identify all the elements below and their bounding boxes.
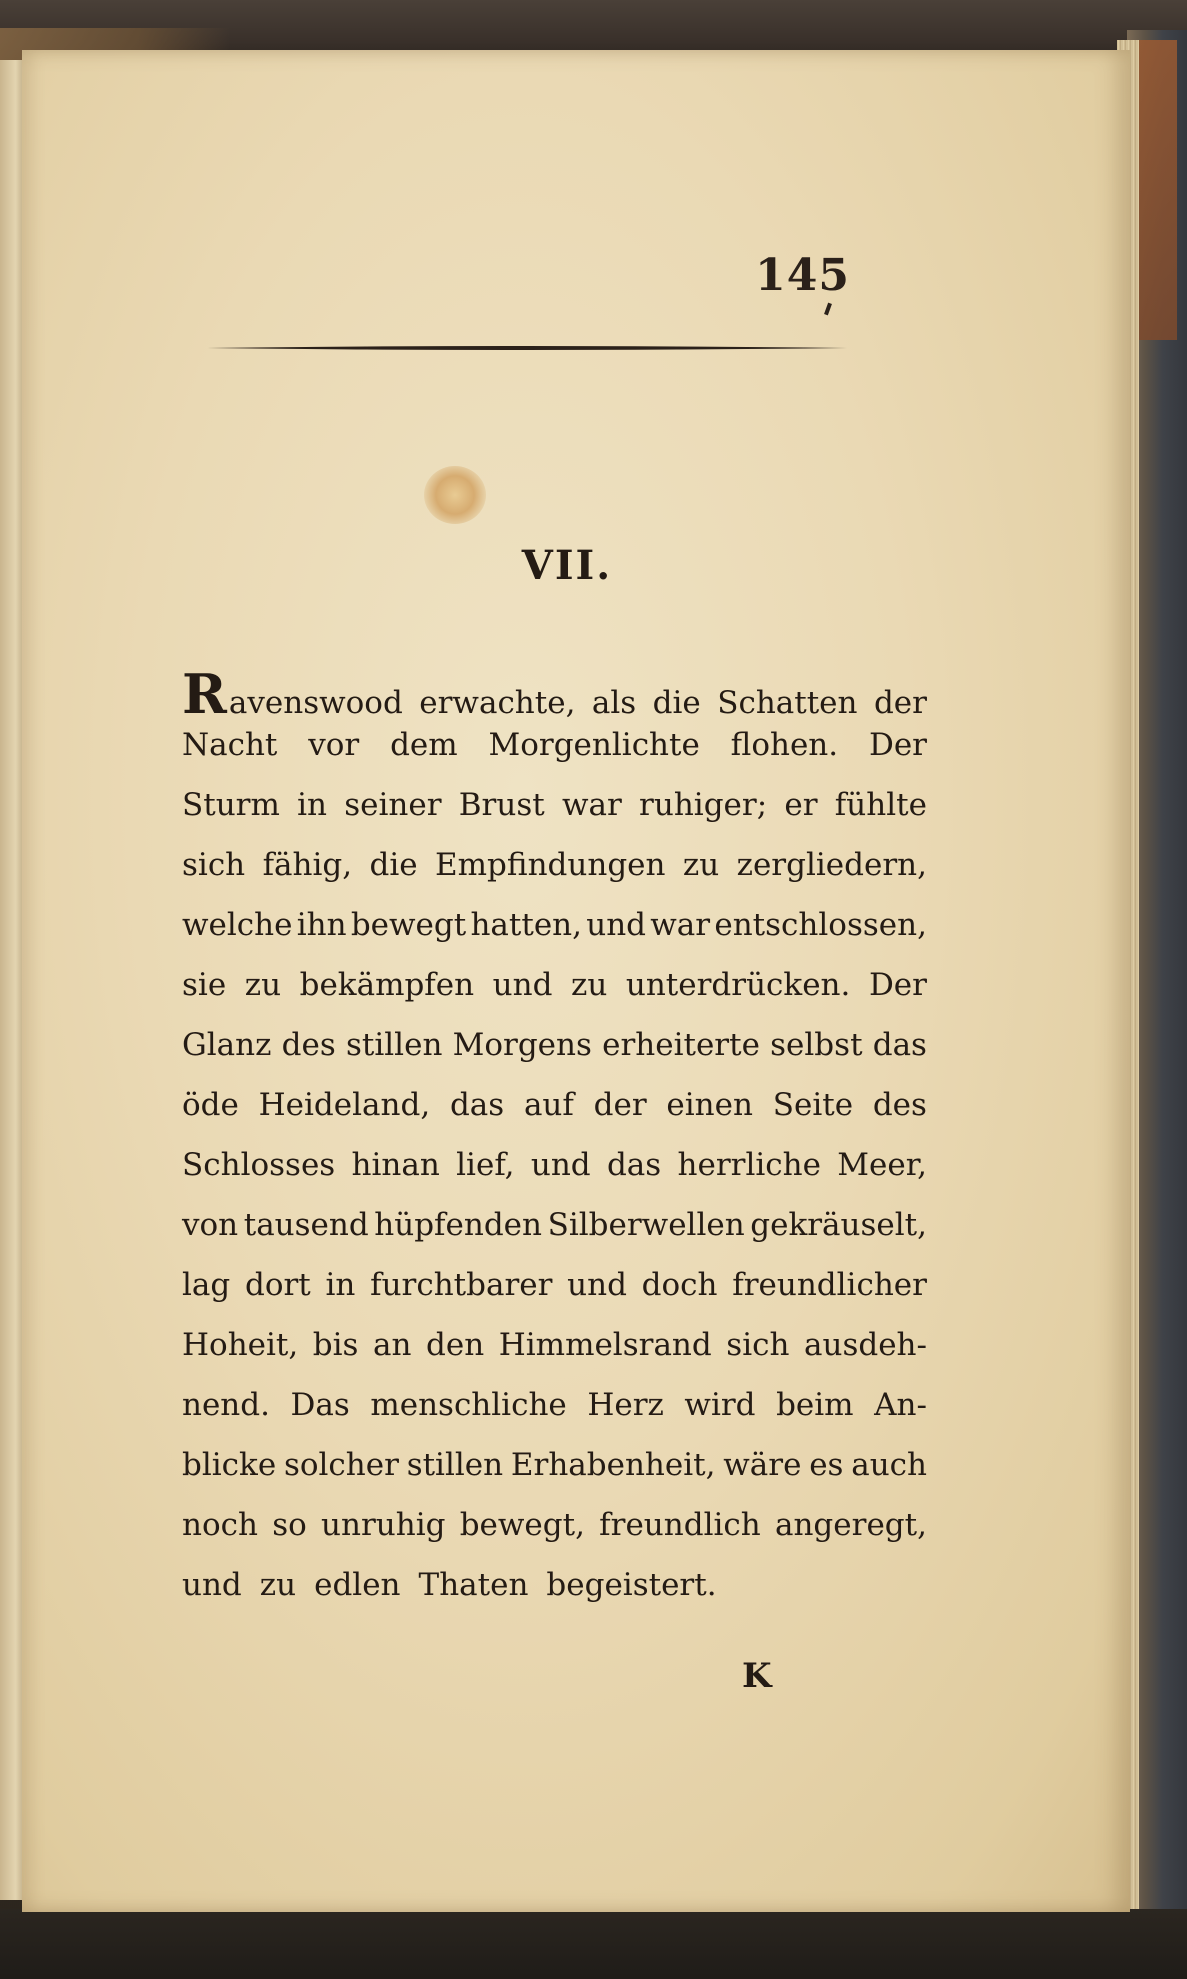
word: das bbox=[449, 1087, 505, 1123]
word: fühlte bbox=[834, 787, 927, 823]
word: Silberwellen bbox=[547, 1207, 745, 1243]
cover-binding-accent bbox=[1137, 40, 1177, 340]
header-rule bbox=[207, 344, 847, 352]
word: und bbox=[567, 1267, 627, 1303]
word: und bbox=[182, 1567, 242, 1603]
word: Nacht bbox=[182, 727, 278, 763]
word: An- bbox=[874, 1387, 927, 1423]
word: Meer, bbox=[837, 1147, 927, 1183]
word: Brust bbox=[458, 787, 545, 823]
word: doch bbox=[641, 1267, 718, 1303]
text-line bbox=[182, 662, 927, 727]
word: welche bbox=[182, 907, 293, 943]
word: stillen bbox=[406, 1447, 504, 1483]
text-line bbox=[182, 1027, 927, 1087]
word: Herz bbox=[587, 1387, 664, 1423]
word: noch bbox=[182, 1507, 258, 1543]
word: er bbox=[784, 787, 818, 823]
word: zu bbox=[259, 1567, 297, 1603]
word: Empfindungen bbox=[435, 847, 666, 883]
word: gekräuselt, bbox=[750, 1207, 927, 1243]
word: Morgenlichte bbox=[488, 727, 700, 763]
text-line bbox=[182, 1207, 927, 1267]
word: ruhiger; bbox=[639, 787, 768, 823]
word: des bbox=[872, 1087, 927, 1123]
word: Der bbox=[868, 727, 927, 763]
word: sich bbox=[182, 847, 246, 883]
word: es bbox=[809, 1447, 844, 1483]
word: und bbox=[530, 1147, 591, 1183]
word: Morgens bbox=[452, 1027, 592, 1063]
text-line bbox=[182, 967, 927, 1027]
word: edlen bbox=[314, 1567, 401, 1603]
word: war bbox=[561, 787, 622, 823]
word: sich bbox=[726, 1327, 790, 1363]
word: bekämpfen bbox=[299, 967, 475, 1003]
word: freundlich bbox=[599, 1507, 761, 1543]
word: Glanz bbox=[182, 1027, 272, 1063]
word: hüpfenden bbox=[374, 1207, 542, 1243]
text-line bbox=[182, 1087, 927, 1147]
word: fähig, bbox=[262, 847, 353, 883]
word: die bbox=[652, 685, 701, 721]
word: das bbox=[606, 1147, 662, 1183]
word: so bbox=[272, 1507, 307, 1543]
text-line bbox=[182, 907, 927, 967]
word: Sturm bbox=[182, 787, 280, 823]
word: Schlosses bbox=[182, 1147, 336, 1183]
text-line bbox=[182, 847, 927, 907]
word: angeregt, bbox=[774, 1507, 927, 1543]
body-text bbox=[182, 662, 927, 1627]
word: Das bbox=[290, 1387, 350, 1423]
word: unruhig bbox=[321, 1507, 446, 1543]
word: und bbox=[586, 907, 647, 943]
text-line bbox=[182, 1567, 927, 1627]
word: entschlossen, bbox=[714, 907, 927, 943]
word: öde bbox=[182, 1087, 239, 1123]
word: freundlicher bbox=[732, 1267, 927, 1303]
word: und bbox=[492, 967, 553, 1003]
word: selbst bbox=[770, 1027, 863, 1063]
word: nend. bbox=[182, 1387, 270, 1423]
word: einen bbox=[666, 1087, 753, 1123]
word: zergliedern, bbox=[736, 847, 927, 883]
text-line bbox=[182, 1387, 927, 1447]
word: tausend bbox=[243, 1207, 369, 1243]
word: wäre bbox=[723, 1447, 802, 1483]
drop-cap: R bbox=[182, 662, 227, 726]
text-line bbox=[182, 1507, 927, 1567]
word: lag bbox=[182, 1267, 231, 1303]
catchword: K bbox=[742, 1656, 772, 1696]
word: bis bbox=[312, 1327, 359, 1363]
word: an bbox=[373, 1327, 412, 1363]
word: bewegt bbox=[350, 907, 467, 943]
word: war bbox=[650, 907, 711, 943]
word: auf bbox=[523, 1087, 574, 1123]
word: flohen. bbox=[730, 727, 839, 763]
word: in bbox=[325, 1267, 356, 1303]
word: bewegt, bbox=[459, 1507, 585, 1543]
word: vor bbox=[308, 727, 360, 763]
word: seiner bbox=[344, 787, 442, 823]
word: hinan bbox=[351, 1147, 440, 1183]
word: das bbox=[872, 1027, 927, 1063]
book-page bbox=[22, 50, 1130, 1912]
word: Erhabenheit, bbox=[510, 1447, 716, 1483]
word: Der bbox=[868, 967, 927, 1003]
text-line bbox=[182, 1327, 927, 1387]
word: Seite bbox=[772, 1087, 854, 1123]
word: zu bbox=[571, 967, 608, 1003]
word: blicke bbox=[182, 1447, 277, 1483]
word: zu bbox=[244, 967, 282, 1003]
word: den bbox=[426, 1327, 485, 1363]
text-line bbox=[182, 787, 927, 847]
page-number: 145 bbox=[755, 250, 850, 301]
word: avenswood bbox=[228, 685, 403, 721]
word: des bbox=[281, 1027, 336, 1063]
word: die bbox=[369, 847, 418, 883]
chapter-heading: VII. bbox=[521, 542, 613, 589]
word: Heideland, bbox=[258, 1087, 431, 1123]
word: begeistert. bbox=[546, 1567, 717, 1603]
ink-speck bbox=[824, 303, 832, 316]
word: der bbox=[873, 685, 927, 721]
text-line bbox=[182, 1267, 927, 1327]
word: als bbox=[591, 685, 637, 721]
word: furchtbarer bbox=[370, 1267, 553, 1303]
word: herrliche bbox=[677, 1147, 821, 1183]
word: Thaten bbox=[418, 1567, 529, 1603]
word: lief, bbox=[456, 1147, 515, 1183]
text-line bbox=[182, 1447, 927, 1507]
word: wird bbox=[684, 1387, 756, 1423]
word: erwachte, bbox=[419, 685, 576, 721]
word: sie bbox=[182, 967, 227, 1003]
word: unterdrücken. bbox=[625, 967, 851, 1003]
foxing-stain bbox=[424, 466, 486, 524]
word: Himmelsrand bbox=[498, 1327, 712, 1363]
word: auch bbox=[851, 1447, 927, 1483]
word: stillen bbox=[345, 1027, 443, 1063]
word: menschliche bbox=[370, 1387, 567, 1423]
word: Schatten bbox=[717, 685, 858, 721]
word: der bbox=[593, 1087, 647, 1123]
word: erheiterte bbox=[602, 1027, 760, 1063]
word: solcher bbox=[283, 1447, 399, 1483]
word: dort bbox=[244, 1267, 311, 1303]
word: zu bbox=[682, 847, 720, 883]
book-cover-bottom-edge bbox=[0, 1909, 1187, 1979]
text-line bbox=[182, 727, 927, 787]
word: beim bbox=[776, 1387, 854, 1423]
word: ausdeh- bbox=[804, 1327, 927, 1363]
word: ihn bbox=[296, 907, 347, 943]
text-line bbox=[182, 1147, 927, 1207]
word: dem bbox=[390, 727, 458, 763]
first-word bbox=[182, 662, 403, 726]
word: hatten, bbox=[470, 907, 582, 943]
word: in bbox=[297, 787, 327, 823]
word: von bbox=[182, 1207, 239, 1243]
word: Hoheit, bbox=[182, 1327, 299, 1363]
